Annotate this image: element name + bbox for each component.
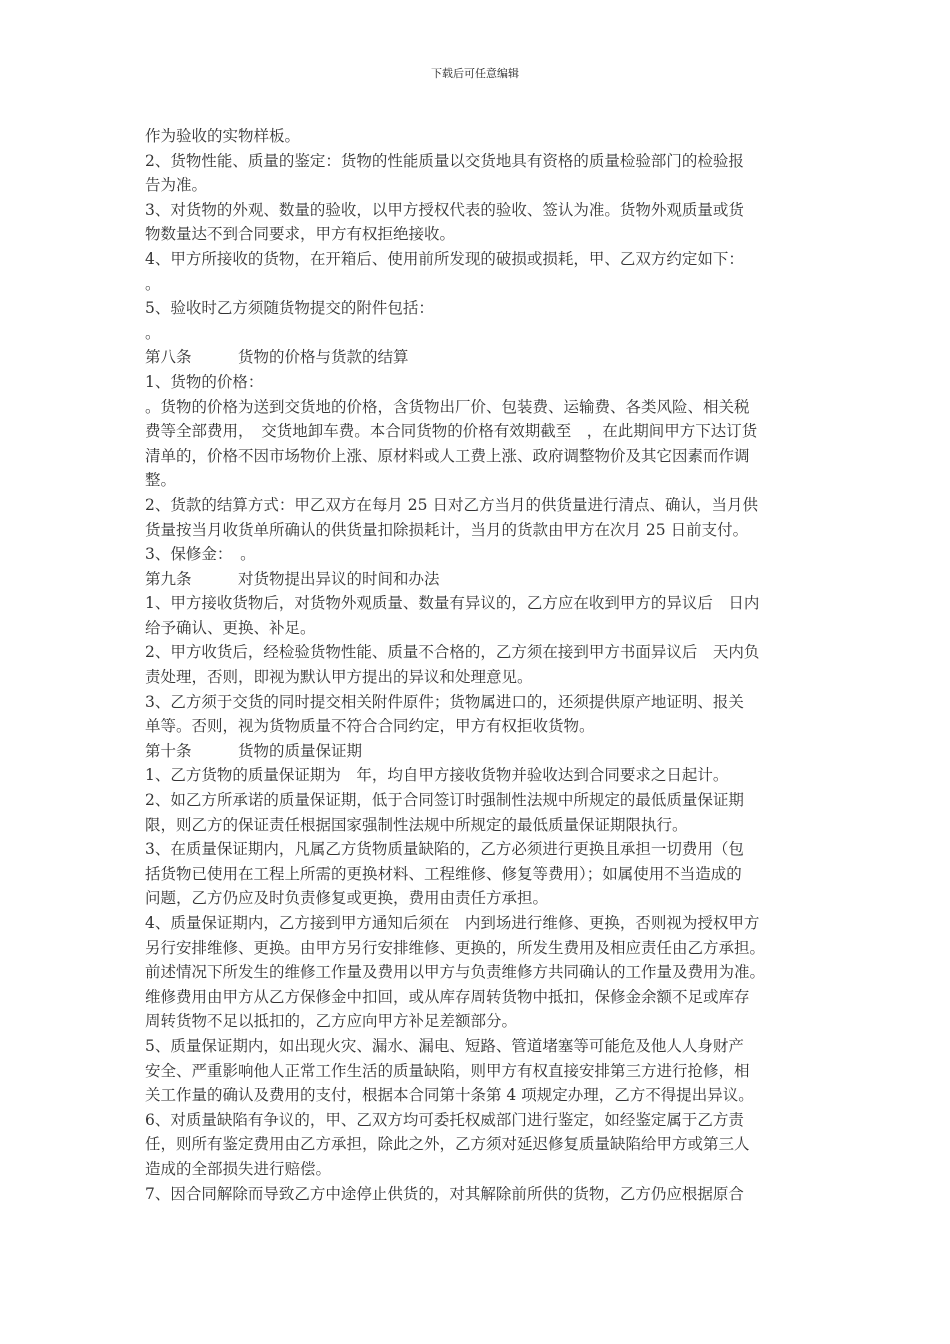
text-line: 1、甲方接收货物后，对货物外观质量、数量有异议的，乙方应在收到甲方的异议后 日内 — [145, 594, 760, 613]
text-line: 3、保修金： 。 — [145, 545, 256, 564]
text-line: 限，则乙方的保证责任根据国家强制性法规中所规定的最低质量保证期限执行。 — [145, 815, 688, 834]
text-line: 3、对货物的外观、数量的验收，以甲方授权代表的验收、签认为准。货物外观质量或货 — [145, 200, 744, 219]
page-header: 下载后可任意编辑 — [431, 67, 519, 80]
text-line: 5、质量保证期内，如出现火灾、漏水、漏电、短路、管道堵塞等可能危及他人人身财产 — [145, 1036, 744, 1055]
text-line: 问题，乙方仍应及时负责修复或更换，费用由责任方承担。 — [145, 889, 549, 908]
text-line: 第八条 货物的价格与货款的结算 — [145, 348, 409, 367]
text-line: 3、在质量保证期内，凡属乙方货物质量缺陷的，乙方必须进行更换且承担一切费用（包 — [145, 840, 744, 859]
text-line: 。货物的价格为送到交货地的价格，含货物出厂价、包装费、运输费、各类风险、相关税 — [145, 397, 750, 416]
text-line: 2、货款的结算方式：甲乙双方在每月 25 日对乙方当月的供货量进行清点、确认，当月供 — [145, 495, 758, 514]
text-line: 给予确认、更换、补足。 — [145, 618, 316, 637]
document-body — [145, 124, 813, 1206]
text-line: 1、货物的价格： — [145, 372, 264, 391]
text-line: 单等。否则，视为货物质量不符合合同约定，甲方有权拒收货物。 — [145, 717, 595, 736]
text-line: 整。 — [145, 471, 177, 490]
text-line: 费等全部费用， 交货地卸车费。本合同货物的价格有效期截至 ，在此期间甲方下达订货 — [145, 422, 758, 441]
text-line: 另行安排维修、更换。由甲方另行安排维修、更换的，所发生费用及相应责任由乙方承担。 — [145, 938, 766, 957]
text-line: 维修费用由甲方从乙方保修金中扣回，或从库存周转货物中抵扣，保修金余额不足或库存 — [145, 987, 750, 1006]
text-line: 2、如乙方所承诺的质量保证期，低于合同签订时强制性法规中所规定的最低质量保证期 — [145, 791, 744, 810]
text-line: 。 — [145, 323, 161, 342]
text-line: 货量按当月收货单所确认的供货量扣除损耗计，当月的货款由甲方在次月 25 日前支付。 — [145, 520, 749, 539]
text-line: 物数量达不到合同要求，甲方有权拒绝接收。 — [145, 225, 456, 244]
text-line: 2、甲方收货后，经检验货物性能、质量不合格的，乙方须在接到甲方书面异议后 天内负 — [145, 643, 760, 662]
text-line: 前述情况下所发生的维修工作量及费用以甲方与负责维修方共同确认的工作量及费用为准。 — [145, 963, 766, 982]
text-line: 1、乙方货物的质量保证期为 年，均自甲方接收货物并验收达到合同要求之日起计。 — [145, 766, 729, 785]
text-line: 关工作量的确认及费用的支付，根据本合同第十条第 4 项规定办理，乙方不得提出异议。 — [145, 1086, 754, 1105]
text-line: 告为准。 — [145, 176, 208, 195]
text-line: 作为验收的实物样板。 — [145, 127, 301, 145]
text-line: 4、质量保证期内，乙方接到甲方通知后须在 内到场进行维修、更换，否则视为授权甲方 — [145, 914, 760, 932]
text-line: 造成的全部损失进行赔偿。 — [145, 1159, 332, 1178]
text-line: 6、对质量缺陷有争议的，甲、乙双方均可委托权威部门进行鉴定，如经鉴定属于乙方责 — [145, 1110, 744, 1129]
text-line: 7、因合同解除而导致乙方中途停止供货的，对其解除前所供的货物，乙方仍应根据原合 — [145, 1184, 744, 1203]
text-line: 3、乙方须于交货的同时提交相关附件原件；货物属进口的，还须提供原产地证明、报关 — [145, 692, 744, 711]
text-line: 周转货物不足以抵扣的，乙方应向甲方补足差额部分。 — [145, 1012, 518, 1031]
text-line: 清单的，价格不因市场物价上涨、原材料或人工费上涨、政府调整物价及其它因素而作调 — [145, 446, 750, 465]
text-line: 任，则所有鉴定费用由乙方承担，除此之外，乙方须对延迟修复质量缺陷给甲方或第三人 — [145, 1135, 750, 1154]
text-line: 第九条 对货物提出异议的时间和办法 — [145, 569, 440, 588]
text-line: 。 — [145, 274, 161, 293]
text-line: 第十条 货物的质量保证期 — [145, 741, 363, 760]
text-line: 括货物已使用在工程上所需的更换材料、工程维修、修复等费用）；如属使用不当造成的 — [145, 864, 742, 883]
text-line: 安全、严重影响他人正常工作生活的质量缺陷，则甲方有权直接安排第三方进行抢修，相 — [145, 1061, 750, 1080]
text-line: 2、货物性能、质量的鉴定：货物的性能质量以交货地具有资格的质量检验部门的检验报 — [145, 151, 744, 170]
text-line: 4、甲方所接收的货物，在开箱后、使用前所发现的破损或损耗，甲、乙双方约定如下： — [145, 249, 744, 268]
text-line: 5、验收时乙方须随货物提交的附件包括： — [145, 299, 434, 318]
text-line: 责处理，否则，即视为默认甲方提出的异议和处理意见。 — [145, 668, 533, 687]
